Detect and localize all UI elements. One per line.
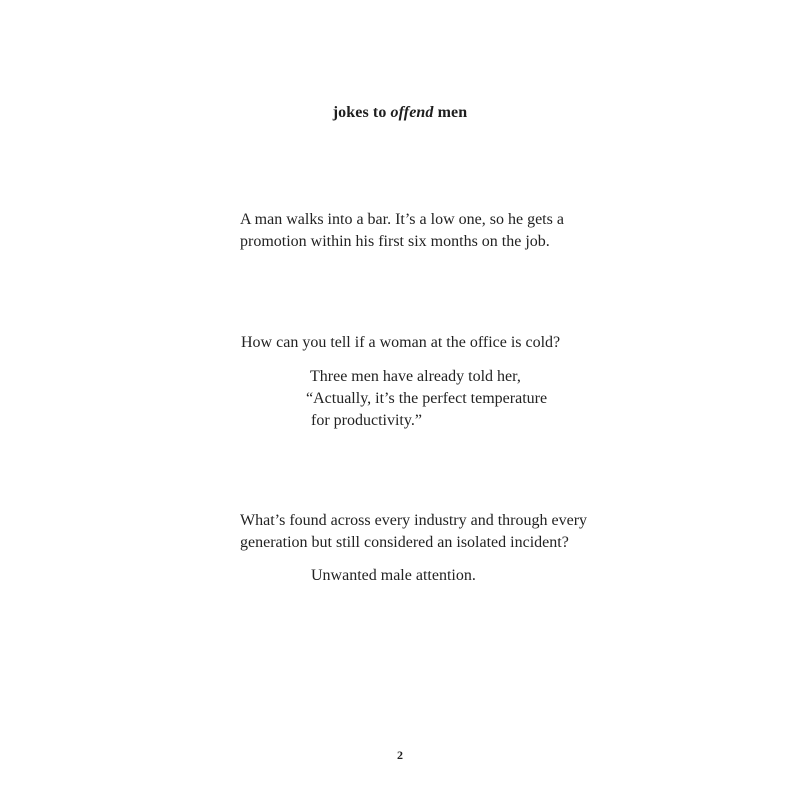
joke-two-answer-line: for productivity.” <box>311 412 422 429</box>
joke-three-question-line: What’s found across every industry and through every <box>240 512 588 529</box>
joke-two-answer-line: Three men have already told her, <box>310 368 521 385</box>
joke-one <box>240 209 564 253</box>
title-text-end: men <box>433 104 468 121</box>
joke-three-question-line: generation but still considered an isolated incident? <box>240 534 569 551</box>
title-text-start: jokes to <box>332 104 391 121</box>
joke-three-answer <box>311 565 476 587</box>
joke-three-question <box>240 510 587 554</box>
joke-two-answer <box>306 366 547 432</box>
page-title <box>0 104 800 122</box>
joke-two-answer-line: “Actually, it’s the perfect temperature <box>306 390 548 407</box>
page-number: 2 <box>397 748 403 762</box>
joke-one-line: A man walks into a bar. It’s a low one, so he gets a <box>240 211 564 228</box>
title-emphasis: offend <box>390 104 434 121</box>
joke-two-question-line: How can you tell if a woman at the office is cold? <box>241 334 561 351</box>
joke-two-question <box>241 332 560 354</box>
joke-three-answer-line: Unwanted male attention. <box>311 567 476 584</box>
joke-one-line: promotion within his first six months on the job. <box>240 233 550 250</box>
